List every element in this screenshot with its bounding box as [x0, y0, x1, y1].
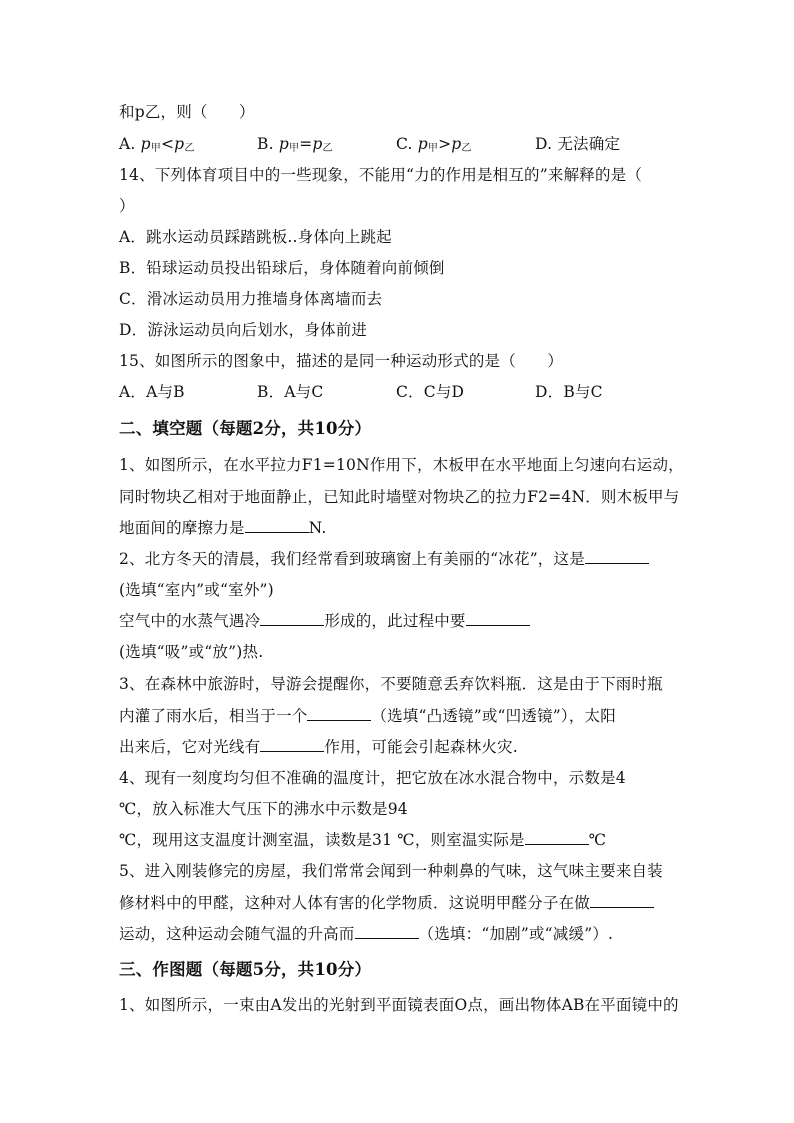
q13-stem-tail: 和p乙，则（ ） — [119, 103, 255, 121]
q15-option-d[interactable]: D．B与C — [535, 383, 603, 401]
s2-q3-line3: 出来后，它对光线有 作用，可能会引起森林火灾. — [119, 738, 518, 756]
answer-blank[interactable] — [307, 706, 371, 721]
q14-option-b[interactable]: B．铅球运动员投出铅球后，身体随着向前倾倒 — [119, 259, 445, 277]
answer-blank[interactable] — [590, 893, 654, 908]
s2-q2-line1: 2、北方冬天的清晨，我们经常看到玻璃窗上有美丽的“冰花”，这是 — [119, 549, 649, 569]
answer-blank[interactable] — [260, 611, 324, 626]
s2-q4-line2: ℃，放入标准大气压下的沸水中示数是94 — [119, 800, 408, 818]
answer-blank[interactable] — [466, 611, 530, 626]
q15-options — [119, 382, 679, 402]
s2-q1-line3: 地面间的摩擦力是 N. — [119, 519, 327, 537]
q13-option-b[interactable]: B. $p_甲=p_乙$ — [257, 135, 333, 154]
q15-option-c[interactable]: C．C与D — [396, 383, 465, 401]
answer-blank[interactable] — [585, 549, 649, 564]
q14-stem-line1: 14、下列体育项目中的一些现象，不能用“力的作用是相互的”来解释的是（ — [119, 166, 643, 184]
answer-blank[interactable] — [525, 830, 589, 845]
q13-options — [119, 134, 679, 154]
s2-q1-line1: 1、如图所示，在水平拉力F1=10N作用下，木板甲在水平地面上匀速向右运动， — [119, 456, 684, 474]
s2-q1-line2: 同时物块乙相对于地面静止，已知此时墙壁对物块乙的拉力F2=4N．则木板甲与 — [119, 488, 680, 506]
q15-stem: 15、如图所示的图象中，描述的是同一种运动形式的是（ ） — [119, 352, 564, 370]
q15-option-b[interactable]: B．A与C — [257, 383, 324, 401]
s2-q3-line1: 3、在森林中旅游时，导游会提醒你，不要随意丢弃饮料瓶．这是由于下雨时瓶 — [119, 675, 663, 693]
s2-q5-line2: 修材料中的甲醛，这种对人体有害的化学物质．这说明甲醛分子在做 — [119, 893, 654, 913]
q14-option-d[interactable]: D．游泳运动员向后划水，身体前进 — [119, 321, 368, 339]
q13-option-c[interactable]: C. $p_甲>p_乙$ — [396, 135, 472, 154]
q14-option-c[interactable]: C．滑冰运动员用力推墙身体离墙而去 — [119, 290, 383, 308]
section2-heading: 二、填空题（每题2分，共10分） — [119, 419, 372, 438]
s3-q1-line1: 1、如图所示，一束由A发出的光射到平面镜表面O点，画出物体AB在平面镜中的 — [119, 996, 679, 1014]
q15-option-a[interactable]: A．A与B — [119, 383, 185, 401]
section3-heading: 三、作图题（每题5分，共10分） — [119, 960, 372, 979]
q13-option-d[interactable]: D. 无法确定 — [535, 135, 621, 153]
s2-q2-line2: (选填“室内”或“室外”) — [119, 581, 274, 599]
answer-blank[interactable] — [355, 924, 419, 939]
q14-option-a[interactable]: A．跳水运动员踩踏跳板..身体向上跳起 — [119, 228, 392, 246]
s2-q5-line3: 运动，这种运动会随气温的升高而 （选填：“加剧”或“减缓”）. — [119, 925, 614, 943]
q14-stem-line2: ） — [119, 197, 135, 215]
s2-q5-line1: 5、进入刚装修完的房屋，我们常常会闻到一种刺鼻的气味，这气味主要来自装 — [119, 862, 663, 880]
s2-q3-line2: 内灌了雨水后，相当于一个 （选填“凸透镜”或“凹透镜”），太阳 — [119, 707, 616, 725]
s2-q2-line4: (选填“吸”或“放”)热. — [119, 643, 264, 661]
answer-blank[interactable] — [260, 737, 324, 752]
s2-q2-line3: 空气中的水蒸气遇冷 形成的，此过程中要 — [119, 611, 530, 631]
q13-option-a[interactable]: A. $p_甲<p_乙$ — [119, 135, 195, 154]
s2-q4-line1: 4、现有一刻度均匀但不准确的温度计，把它放在冰水混合物中，示数是4 — [119, 769, 626, 787]
answer-blank[interactable] — [245, 518, 309, 533]
s2-q4-line3: ℃，现用这支温度计测室温，读数是31 ℃，则室温实际是 ℃ — [119, 831, 607, 849]
